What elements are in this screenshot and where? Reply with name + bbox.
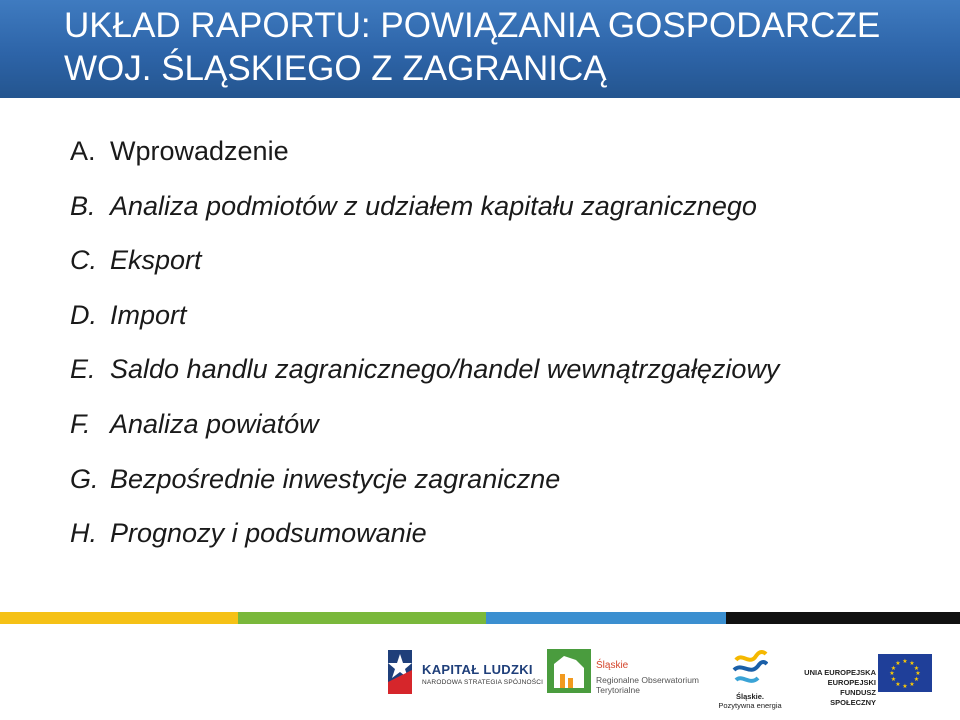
agenda-item-letter: A.	[70, 136, 96, 166]
svg-text:★: ★	[913, 676, 920, 683]
kapital-ludzki-star-icon	[386, 648, 416, 696]
svg-text:★: ★	[890, 665, 897, 672]
agenda-item-text: Eksport	[110, 245, 202, 276]
stripe-green	[238, 612, 486, 624]
agenda-list	[70, 124, 779, 561]
agenda-item-letter: F.	[70, 408, 91, 439]
svg-text:★: ★	[915, 670, 921, 677]
svg-text:★: ★	[902, 658, 908, 665]
agenda-item-text: Bezpośrednie inwestycje zagraniczne	[110, 463, 561, 494]
stripe-black	[726, 612, 960, 624]
agenda-item-text: Import	[110, 299, 187, 330]
slaskie-pozytywna-energia-logo	[710, 648, 790, 708]
agenda-item-text: Saldo handlu zagranicznego/handel wewnątrzgałęziowy	[110, 354, 780, 385]
kapital-ludzki-logo	[386, 648, 544, 700]
agenda-item-letter: G.	[70, 463, 99, 494]
slaskie-obserwatorium-name: Śląskie	[596, 660, 629, 671]
agenda-item	[70, 233, 779, 288]
agenda-item	[70, 397, 779, 452]
agenda-item-letter: C.	[70, 245, 97, 276]
slaskie-obserwatorium-line2: Terytorialne	[596, 685, 640, 695]
slaskie-energy-waves-icon	[732, 648, 768, 688]
svg-text:★: ★	[895, 660, 901, 667]
agenda-item-text: Wprowadzenie	[110, 136, 289, 166]
eu-flag-icon	[878, 654, 932, 692]
agenda-item-text: Analiza powiatów	[110, 408, 319, 439]
slaskie-region-map-icon	[546, 648, 592, 694]
svg-text:★: ★	[913, 665, 920, 672]
kapital-ludzki-subtitle: NARODOWA STRATEGIA SPÓJNOŚCI	[422, 679, 544, 686]
slide-header	[0, 0, 960, 98]
agenda-item-letter: B.	[70, 190, 96, 221]
agenda-item-letter: H.	[70, 518, 97, 549]
title-line-2: WOJ. ŚLĄSKIEGO Z ZAGRANICĄ	[64, 49, 607, 88]
slide-title	[64, 4, 944, 90]
slaskie-obserwatorium-logo	[546, 648, 706, 704]
stripe-blue	[486, 612, 726, 624]
svg-text:★: ★	[895, 681, 901, 688]
footer-logos	[0, 634, 960, 720]
agenda-item-text: Prognozy i podsumowanie	[110, 518, 427, 549]
agenda-item	[70, 342, 779, 397]
slaskie-energia-tagline: Pozytywna energia	[718, 701, 782, 710]
slaskie-obserwatorium-line1: Regionalne Obserwatorium	[596, 675, 699, 685]
agenda-item	[70, 179, 779, 234]
ue-line-2: EUROPEJSKI	[827, 678, 876, 687]
agenda-item-text: Analiza podmiotów z udziałem kapitału zagranicznego	[110, 190, 757, 221]
agenda-item	[70, 452, 779, 507]
svg-text:★: ★	[890, 676, 897, 683]
agenda-item-letter: E.	[70, 354, 96, 385]
ue-line-3: FUNDUSZ SPOŁECZNY	[830, 688, 876, 707]
unia-europejska-text-logo	[796, 644, 876, 707]
ue-line-1: UNIA EUROPEJSKA	[804, 668, 876, 677]
agenda-item	[70, 288, 779, 343]
svg-text:★: ★	[902, 683, 908, 690]
agenda-item	[70, 124, 779, 179]
svg-text:★: ★	[909, 660, 915, 667]
slaskie-energia-name: Śląskie.	[736, 692, 764, 701]
agenda-item-letter: D.	[70, 299, 97, 330]
stripe-yellow	[0, 612, 238, 624]
footer-color-stripes	[0, 612, 960, 624]
title-line-1: UKŁAD RAPORTU: POWIĄZANIA GOSPODARCZE	[64, 6, 881, 45]
svg-text:★: ★	[909, 681, 915, 688]
agenda-item	[70, 506, 779, 561]
svg-text:★: ★	[889, 670, 895, 677]
kapital-ludzki-title: KAPITAŁ LUDZKI	[422, 662, 533, 677]
